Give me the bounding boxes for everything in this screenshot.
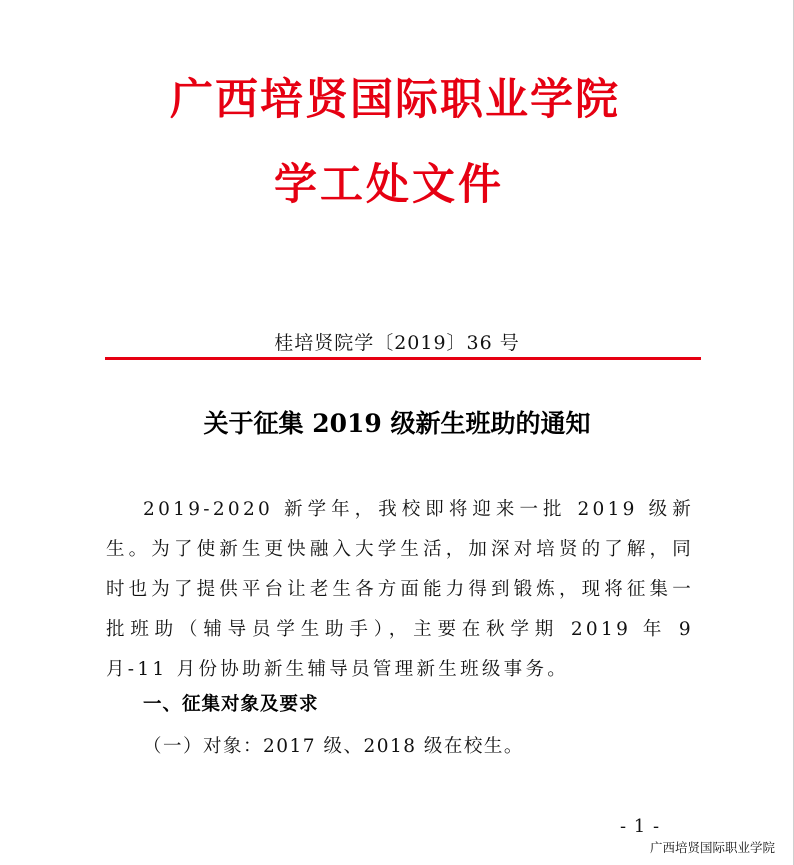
document-number: 桂培贤院学〔2019〕36 号 <box>274 332 520 354</box>
header-title-line1: 广西培贤国际职业学院 <box>170 75 620 125</box>
footer-organization: 广西培贤国际职业学院 <box>650 840 776 855</box>
section-heading: 一、征集对象及要求 <box>143 694 319 715</box>
notice-title: 关于征集 2019 级新生班助的通知 <box>203 409 591 438</box>
sub-item: （一）对象：2017 级、2018 级在校生。 <box>143 736 524 757</box>
red-divider-line <box>105 357 701 360</box>
page-number: - 1 - <box>620 816 661 837</box>
body-paragraph: 2019-2020 新学年，我校即将迎来一批 2019 级新生。为了使新生更快融入大学生活，加深对培贤的了解，同时也为了提供平台让老生各方面能力得到锻炼，现将征集一批班助（辅导员学生助手），主要在秋学期 2019 年 9 月-11 月份协助新生辅导员管理新生班级事务。 <box>106 499 694 680</box>
header-title-line2: 学工处文件 <box>274 160 504 210</box>
